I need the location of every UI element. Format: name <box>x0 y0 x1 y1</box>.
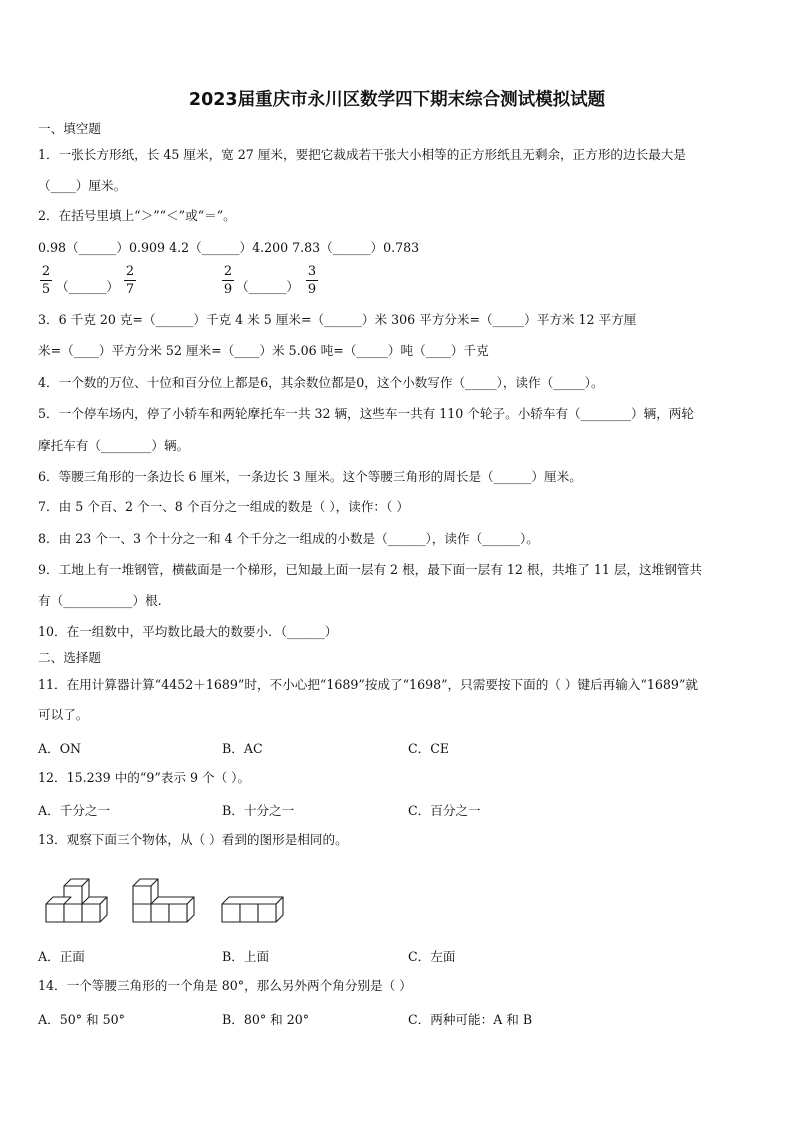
question-1-line-2: （____）厘米。 <box>38 178 127 193</box>
question-14-option-a: A．50° 和 50° <box>38 1012 125 1027</box>
question-13: 13．观察下面三个物体，从（ ）看到的图形是相同的。 <box>38 832 348 847</box>
fraction-numerator: 2 <box>41 264 51 279</box>
cube-figure-3 <box>222 897 283 922</box>
fraction-numerator: 2 <box>125 264 135 279</box>
question-12-option-c: C．百分之一 <box>408 803 481 818</box>
question-2-stem: 2．在括号里填上“＞”“＜”或“＝”。 <box>38 208 236 223</box>
question-9-line-1: 9．工地上有一堆钢管，横截面是一个梯形，已知最上面一层有 2 根，最下面一层有 12 根，共堆了 11 层，这堆钢管共 <box>38 562 703 577</box>
question-7: 7．由 5 个百、2 个一、8 个百分之一组成的数是（ ），读作：（ ） <box>38 499 409 514</box>
question-11-option-b: B．AC <box>222 741 263 756</box>
page-title: 2023届重庆市永川区数学四下期末综合测试模拟试题 <box>188 90 606 110</box>
question-13-option-b: B．上面 <box>222 949 270 964</box>
section-heading-choice: 二、选择题 <box>38 650 101 665</box>
section-heading-fill: 一、填空题 <box>38 121 101 136</box>
cube-figure-1 <box>46 879 107 922</box>
question-5-line-2: 摩托车有（________）辆。 <box>38 438 190 453</box>
compare-blank-1: （______） <box>56 279 119 294</box>
question-9-line-2: 有（___________）根. <box>38 593 162 608</box>
question-14-option-b: B．80° 和 20° <box>222 1012 310 1027</box>
question-10: 10．在一组数中，平均数比最大的数要小．（______） <box>38 624 338 639</box>
fraction-denominator: 7 <box>125 282 135 297</box>
question-14-option-c: C．两种可能：A 和 B <box>408 1012 533 1027</box>
fraction-numerator: 2 <box>223 264 233 279</box>
question-12: 12．15.239 中的“9”表示 9 个（ ）。 <box>38 770 251 785</box>
question-4: 4．一个数的万位、十位和百分位上都是6，其余数位都是0，这个小数写作（_____），读作（_____）。 <box>38 375 604 390</box>
fraction-denominator: 9 <box>307 282 317 297</box>
question-11-option-a: A．ON <box>38 741 82 756</box>
question-14: 14．一个等腰三角形的一个角是 80°，那么另外两个角分别是（ ） <box>38 978 412 993</box>
question-8: 8．由 23 个一、3 个十分之一和 4 个千分之一组成的小数是（______），读作（______）。 <box>38 531 539 546</box>
question-11-option-c: C．CE <box>408 741 450 756</box>
fraction-denominator: 5 <box>41 282 51 297</box>
question-3-line-1: 3．6 千克 20 克=（______）千克 4 米 5 厘米=（______）米 306 平方分米=（_____）平方米 12 平方厘 <box>38 312 637 327</box>
question-5-line-1: 5．一个停车场内，停了小轿车和两轮摩托车一共 32 辆，这些车一共有 110 个轮子。小轿车有（________）辆，两轮 <box>38 406 694 421</box>
fraction-numerator: 3 <box>307 264 317 279</box>
question-12-option-a: A．千分之一 <box>38 803 111 818</box>
compare-blank-2: （______） <box>236 279 299 294</box>
cube-figure-2 <box>133 879 194 922</box>
question-1-line-1: 1．一张长方形纸，长 45 厘米，宽 27 厘米，要把它裁成若干张大小相等的正方形纸且无剩余，正方形的边长最大是 <box>38 147 686 162</box>
question-12-option-b: B．十分之一 <box>222 803 295 818</box>
question-11-line-2: 可以了。 <box>38 707 89 722</box>
fraction-denominator: 9 <box>223 282 233 297</box>
question-3-line-2: 米=（____）平方分米 52 厘米=（____）米 5.06 吨=（_____）吨（____）千克 <box>38 343 489 358</box>
question-6: 6．等腰三角形的一条边长 6 厘米，一条边长 3 厘米。这个等腰三角形的周长是（______）厘米。 <box>38 469 582 484</box>
question-2-decimals: 0.98（______）0.909 4.2（______）4.200 7.83（______）0.783 <box>38 240 420 255</box>
question-13-option-a: A．正面 <box>38 949 85 964</box>
question-13-option-c: C．左面 <box>408 949 456 964</box>
question-11-line-1: 11．在用计算器计算“4452＋1689”时，不小心把“1689”按成了“1698”，只需要按下面的（ ）键后再输入“1689”就 <box>38 677 698 692</box>
